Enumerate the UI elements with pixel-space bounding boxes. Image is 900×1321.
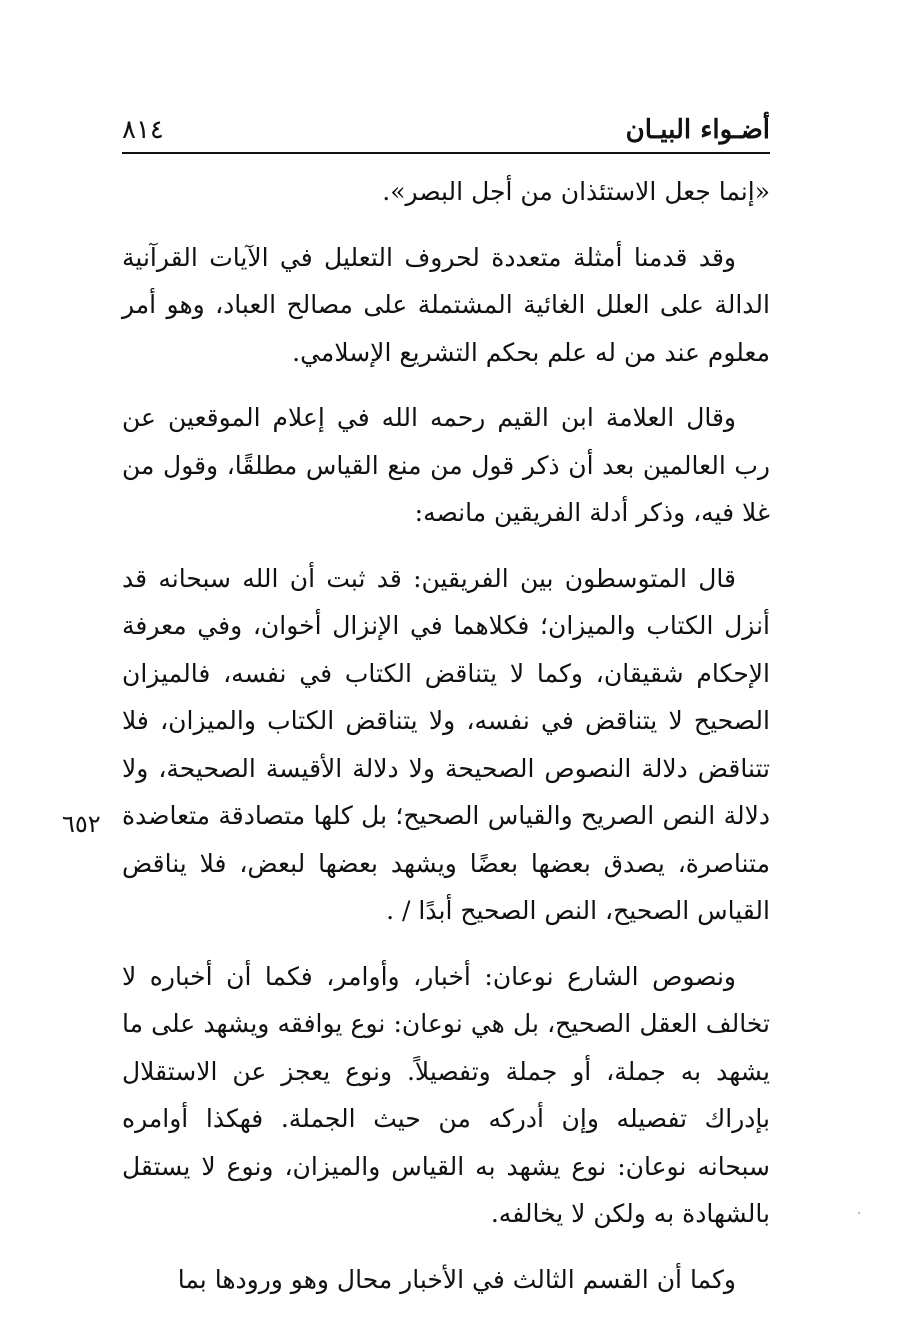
paragraph-moderates: قال المتوسطون بين الفريقين: قد ثبت أن الله سبحانه قد أنزل الكتاب والميزان؛ فكلاهما في الإنزال أخوان، وفي معرفة الإحكام شقيقان، وكما لا يتناقض الكتاب في نفسه، فالميزان الصحيح لا يتناقض في نفسه، ولا يتناقض الكتاب والميزان، فلا تتناقض دلالة النصوص الصحيحة ولا دلالة الأقيسة الصحيحة، ولا دلالة النص الصريح والقياس الصحيح؛ بل كلها متصادقة متعاضدة متناصرة، يصدق بعضها بعضًا ويشهد بعضها لبعض، فلا يناقض القياس الصحيح، النص الصحيح أبدًا / .: [122, 563, 770, 925]
paragraph-examples: وقد قدمنا أمثلة متعددة لحروف التعليل في الآيات القرآنية الدالة على العلل الغائية المشتملة على مصالح العباد، وهو أمر معلوم عند من له علم بحكم التشريع الإسلامي.: [122, 242, 770, 367]
paragraph-ibn-qayyim-intro: وقال العلامة ابن القيم رحمه الله في إعلام الموقعين عن رب العالمين بعد أن ذكر قول من منع القياس مطلقًا، وقول من غلا فيه، وذكر أدلة الفريقين مانصه:: [122, 403, 770, 527]
paragraph-hadith-quote: «إنما جعل الاستئذان من أجل البصر».: [382, 177, 770, 206]
scan-speck: [858, 1212, 860, 1214]
running-header: [120, 112, 770, 152]
margin-page-reference: ٦٥٢: [62, 810, 101, 838]
page-body: [122, 168, 770, 1321]
paragraph-texts-types: ونصوص الشارع نوعان: أخبار، وأوامر، فكما أن أخباره لا تخالف العقل الصحيح، بل هي نوعان: نوع يوافقه ويشهد على ما يشهد به جملة، أو جملة وتفصيلاً. ونوع يعجز عن الاستقلال بإدراك تفصيله وإن أدركه من حيث الجملة. فهكذا أوامره سبحانه نوعان: نوع يشهد به القياس والميزان، ونوع لا يستقل بالشهادة به ولكن لا يخالفه.: [122, 961, 770, 1228]
paragraph-third-category: وكما أن القسم الثالث في الأخبار محال وهو ورودها بما: [177, 1264, 736, 1294]
header-rule: [122, 152, 770, 154]
book-title: أضـواء البيـان: [625, 115, 770, 145]
page-number: ٨١٤: [122, 115, 164, 145]
